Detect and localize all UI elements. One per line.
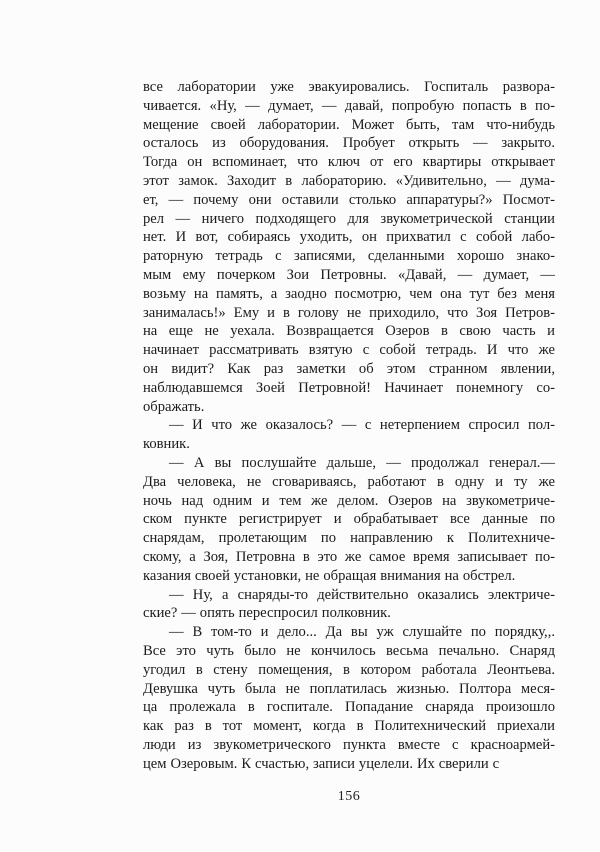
text-line: этот замок. Заходит в лабораторию. «Удивительно, — дума- bbox=[143, 172, 555, 189]
text-line: он видит? Как раз заметки об этом странном явлении, bbox=[143, 360, 555, 377]
text-line: осталось из оборудования. Пробует открыть — закрыто. bbox=[143, 135, 555, 152]
text-line: на еще не уехала. Возвращается Озеров в свою часть и bbox=[143, 323, 555, 340]
paragraph bbox=[143, 78, 555, 416]
text-line: люди из звукометрического пункта вместе с красноармей- bbox=[143, 736, 555, 753]
text-line: ца пролежала в госпитале. Попадание снаряда произошло bbox=[143, 699, 555, 716]
paragraph bbox=[143, 623, 555, 773]
text-line: — А вы послушайте дальше, — продолжал генерал.— bbox=[169, 454, 555, 471]
text-line: занималась!» Ему и в голову не приходило, что Зоя Петров- bbox=[143, 304, 555, 321]
text-line: угодил в стену помещения, в котором работала Леонтьева. bbox=[143, 661, 555, 678]
text-line: — И что же оказалось? — с нетерпением спросил пол- bbox=[169, 417, 555, 434]
text-line: ском пункте регистрирует и обрабатывает все данные по bbox=[143, 511, 555, 528]
paragraph bbox=[143, 586, 555, 624]
text-line: раторную тетрадь с записями, сделанными хорошо знако- bbox=[143, 248, 555, 265]
text-line: рел — ничего подходящего для звукометрической станции bbox=[143, 210, 555, 227]
text-line: ночь над одним и тем же делом. Озеров на звукометриче- bbox=[143, 492, 555, 509]
text-line: мым ему почерком Зои Петровны. «Давай, — думает, — bbox=[143, 266, 555, 283]
text-line: как раз в тот момент, когда в Политехнический приехали bbox=[143, 718, 555, 735]
text-line: — В том-то и дело... Да вы уж слушайте по порядку,,. bbox=[169, 624, 555, 641]
text-line: Тогда он вспоминает, что ключ от его квартиры открывает bbox=[143, 154, 555, 171]
text-line: все лаборатории уже эвакуировались. Госпиталь развора- bbox=[143, 79, 555, 95]
text-line: скому, а Зоя, Петровна в это же самое время записывает по- bbox=[143, 548, 555, 565]
text-line: ковник. bbox=[143, 436, 190, 453]
text-line: ет, — почему они оставили столько аппаратуры?» Посмот- bbox=[143, 191, 555, 208]
paragraph bbox=[143, 416, 555, 454]
text-line: чивается. «Ну, — думает, — давай, попробую попасть в по- bbox=[143, 97, 555, 114]
text-line: казания своей установки, не обращая внимания на обстрел. bbox=[143, 567, 516, 584]
text-line: Все это чуть было не кончилось весьма печально. Снаряд bbox=[143, 642, 555, 659]
text-line: цем Озеровым. К счастью, записи уцелели. Их сверили с bbox=[143, 755, 500, 772]
text-line: Девушка чуть была не поплатилась жизнью. Полтора меся- bbox=[143, 680, 555, 697]
text-line: нет. И вот, собираясь уходить, он прихватил с собой лабо- bbox=[143, 229, 555, 246]
paragraph bbox=[143, 454, 555, 586]
text-line: начинает рассматривать взятую с собой тетрадь. И что же bbox=[143, 342, 555, 359]
text-line: возьму на память, а заодно посмотрю, чем она тут без меня bbox=[143, 285, 555, 302]
text-block bbox=[143, 78, 555, 773]
text-line: снарядам, пролетающим по направлению к Политехниче- bbox=[143, 530, 555, 547]
text-line: ские? — опять переспросил полковник. bbox=[143, 605, 391, 622]
text-line: мещение своей лаборатории. Может быть, там что-нибудь bbox=[143, 116, 555, 133]
text-line: ображать. bbox=[143, 398, 205, 415]
page-number: 156 bbox=[337, 789, 361, 804]
text-line: Два человека, не сговариваясь, работают в одну и ту же bbox=[143, 473, 555, 490]
text-line: — Ну, а снаряды-то действительно оказались электриче- bbox=[169, 586, 555, 603]
text-line: наблюдавшемся Зоей Петровной! Начинает понемногу со- bbox=[143, 379, 555, 396]
